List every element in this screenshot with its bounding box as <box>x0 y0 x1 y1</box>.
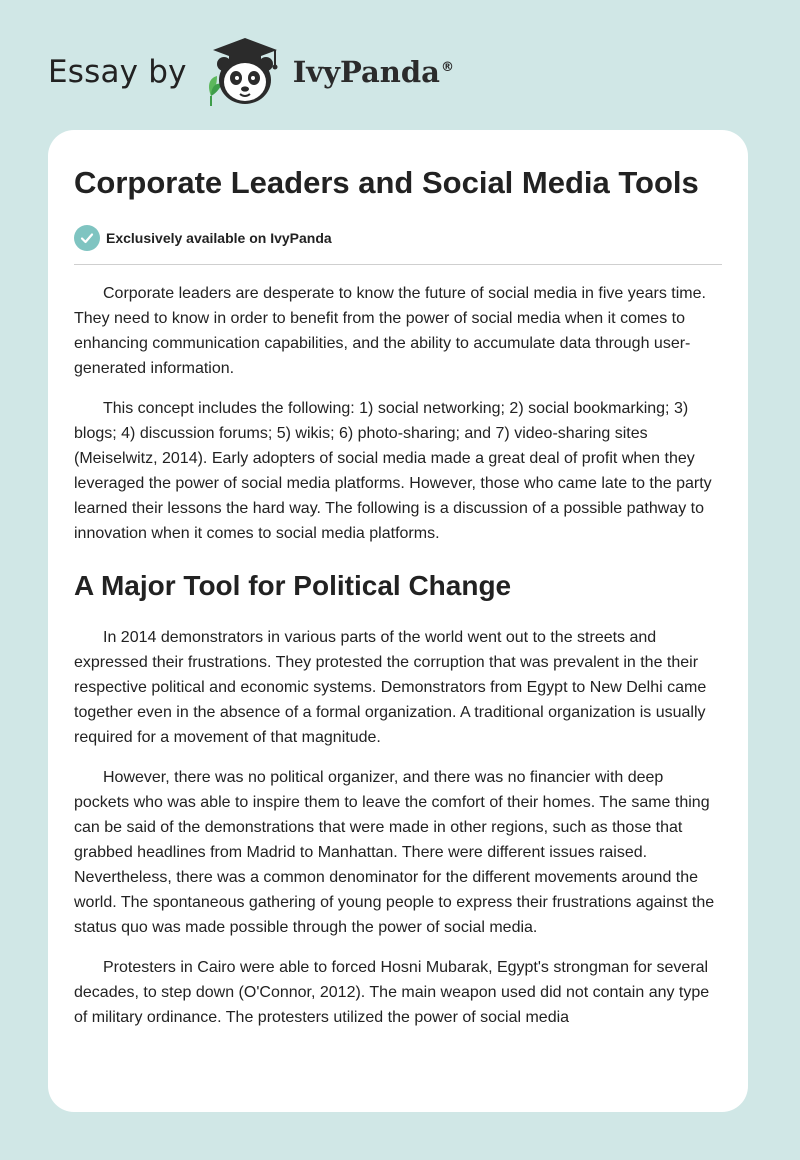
brand-header <box>48 34 454 110</box>
paragraph: In 2014 demonstrators in various parts of the world went out to the streets and expressed their frustrations. They protested the corruption that was prevalent in the their respective political and economic systems. Demonstrators from Egypt to New Delhi came together even in the absence of a formal organization. A traditional organization is usually required for a movement of that magnitude. <box>74 629 707 746</box>
paragraph: Protesters in Cairo were able to forced Hosni Mubarak, Egypt's strongman for several decades, to step down (O'Connor, 2012). The main weapon used did not contain any type of military ordinance. The protesters utilized the power of social media <box>74 959 710 1026</box>
check-icon <box>74 225 100 251</box>
political-change-section <box>74 625 722 1030</box>
essay-card <box>48 130 748 1112</box>
registered-mark: ® <box>440 60 454 76</box>
intro-section <box>74 281 722 546</box>
brand-prefix: Essay by <box>48 54 187 90</box>
paragraph: However, there was no political organizer, and there was no financier with deep pockets who was able to inspire them to leave the comfort of their homes. The same thing can be said of the demonstrations that were made in other regions, such as those that grabbed headlines from Madrid to Manhattan. There were different issues raised. Nevertheless, there was a common denominator for the different movements around the world. The spontaneous gathering of young people to express their frustrations against the status quo was made possible through the power of social media. <box>74 769 715 936</box>
exclusive-badge <box>74 224 722 252</box>
section-heading: A Major Tool for Political Change <box>74 570 512 601</box>
brand-name-text: IvyPanda <box>292 55 440 89</box>
divider <box>74 264 722 265</box>
paragraph: Corporate leaders are desperate to know the future of social media in five years time. They need to know in order to benefit from the power of social media when it comes to enhancing communication capabilities, and the ability to accumulate data through user-generated information. <box>74 285 706 377</box>
brand-name[interactable] <box>293 55 454 89</box>
page-title: Corporate Leaders and Social Media Tools <box>74 165 699 200</box>
panda-logo-icon[interactable] <box>197 34 287 110</box>
paragraph: This concept includes the following: 1) social networking; 2) social bookmarking; 3) blogs; 4) discussion forums; 5) wikis; 6) photo-sharing; and 7) video-sharing sites (Meiselwitz, 2014). Early adopters of social media made a great deal of profit when they leveraged the power of social media platforms. However, those who came late to the party learned their lessons the hard way. The following is a discussion of a possible pathway to innovation when it comes to social media platforms. <box>74 400 712 542</box>
exclusive-label: Exclusively available on IvyPanda <box>106 230 332 246</box>
